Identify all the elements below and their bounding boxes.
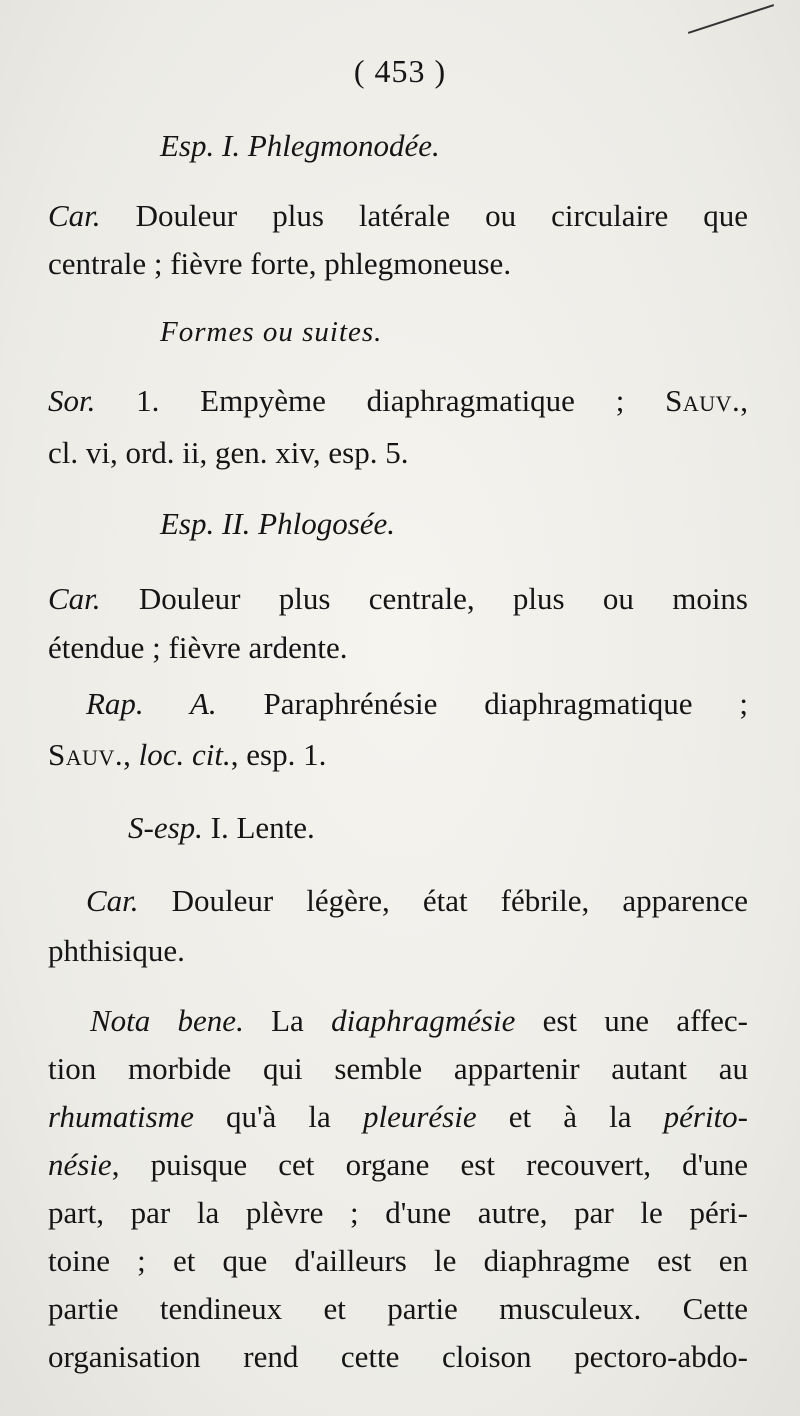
text-line xyxy=(48,1197,748,1228)
text-italic: Sor. xyxy=(48,383,96,418)
text-line xyxy=(48,200,748,231)
text-italic: Nota bene. xyxy=(90,1003,244,1038)
text-line xyxy=(48,1149,748,1180)
text-line xyxy=(86,688,748,719)
text-run: I. Lente. xyxy=(202,810,315,845)
subheading-formes: Formes ou suites. xyxy=(160,316,383,348)
text-run: tion morbide qui semble appartenir autant au xyxy=(48,1051,748,1086)
text-italic: Car. xyxy=(86,883,139,918)
text-line xyxy=(48,583,748,614)
author-abbrev: Sauv. xyxy=(665,383,741,418)
author-abbrev: Sauv. xyxy=(48,737,124,772)
text-run: , esp. 1. xyxy=(230,737,327,772)
text-run: centrale ; fièvre forte, phlegmoneuse. xyxy=(48,246,512,281)
text-italic: périto- xyxy=(663,1099,748,1134)
text-run: phthisique. xyxy=(48,933,185,968)
subheading-subspecies xyxy=(128,812,315,843)
text-line xyxy=(48,632,348,663)
text-run: Douleur plus centrale, plus ou moins xyxy=(100,581,748,616)
text-run: part, par la plèvre ; d'une autre, par le péri- xyxy=(48,1195,748,1230)
text-italic: S-esp. xyxy=(128,810,203,845)
text-line xyxy=(48,385,748,416)
pen-mark xyxy=(688,4,774,34)
text-run: Douleur plus latérale ou circulaire que xyxy=(100,198,748,233)
text-run: est une affec- xyxy=(515,1003,749,1038)
text-run: qu'à la xyxy=(193,1099,363,1134)
text-italic: Car. xyxy=(48,581,101,616)
text-line xyxy=(48,248,511,279)
page-number: ( 453 ) xyxy=(353,53,447,89)
text-line xyxy=(90,1005,748,1036)
text-italic: rhumatisme xyxy=(48,1099,194,1134)
text-run: toine ; et que d'ailleurs le diaphragme est en xyxy=(48,1243,748,1278)
text-run: Paraphrénésie diaphragmatique ; xyxy=(216,686,748,721)
heading-species-2: Esp. II. Phlogosée. xyxy=(160,506,396,541)
text-run: La xyxy=(243,1003,332,1038)
text-line xyxy=(48,1101,748,1132)
text-line xyxy=(86,885,748,916)
text-run: , xyxy=(123,737,139,772)
text-line xyxy=(48,1053,748,1084)
text-run: organisation rend cette cloison pectoro-abdo- xyxy=(48,1339,748,1374)
text-run: , xyxy=(740,383,748,418)
text-italic: diaphragmésie xyxy=(331,1003,516,1038)
text-run: étendue ; fièvre ardente. xyxy=(48,630,348,665)
heading-species-1: Esp. I. Phlegmonodée. xyxy=(160,128,440,163)
text-line xyxy=(48,1341,748,1372)
text-italic: Car. xyxy=(48,198,101,233)
text-line xyxy=(48,437,408,468)
text-italic: nésie xyxy=(48,1147,112,1182)
text-run: cl. vi, ord. ii, gen. xiv, esp. 5. xyxy=(48,435,409,470)
text-italic: Rap. A. xyxy=(86,686,217,721)
text-run: , puisque cet organe est recouvert, d'une xyxy=(111,1147,748,1182)
text-run: partie tendineux et partie musculeux. Cette xyxy=(48,1291,748,1326)
text-line xyxy=(48,1245,748,1276)
text-line xyxy=(48,739,326,770)
text-italic: loc. cit. xyxy=(138,737,231,772)
text-line xyxy=(48,935,185,966)
text-italic: pleurésie xyxy=(362,1099,477,1134)
text-run: et à la xyxy=(476,1099,664,1134)
text-line xyxy=(48,1293,748,1324)
text-run: Douleur légère, état fébrile, apparence xyxy=(138,883,748,918)
text-run: 1. Empyème diaphragmatique ; xyxy=(95,383,666,418)
